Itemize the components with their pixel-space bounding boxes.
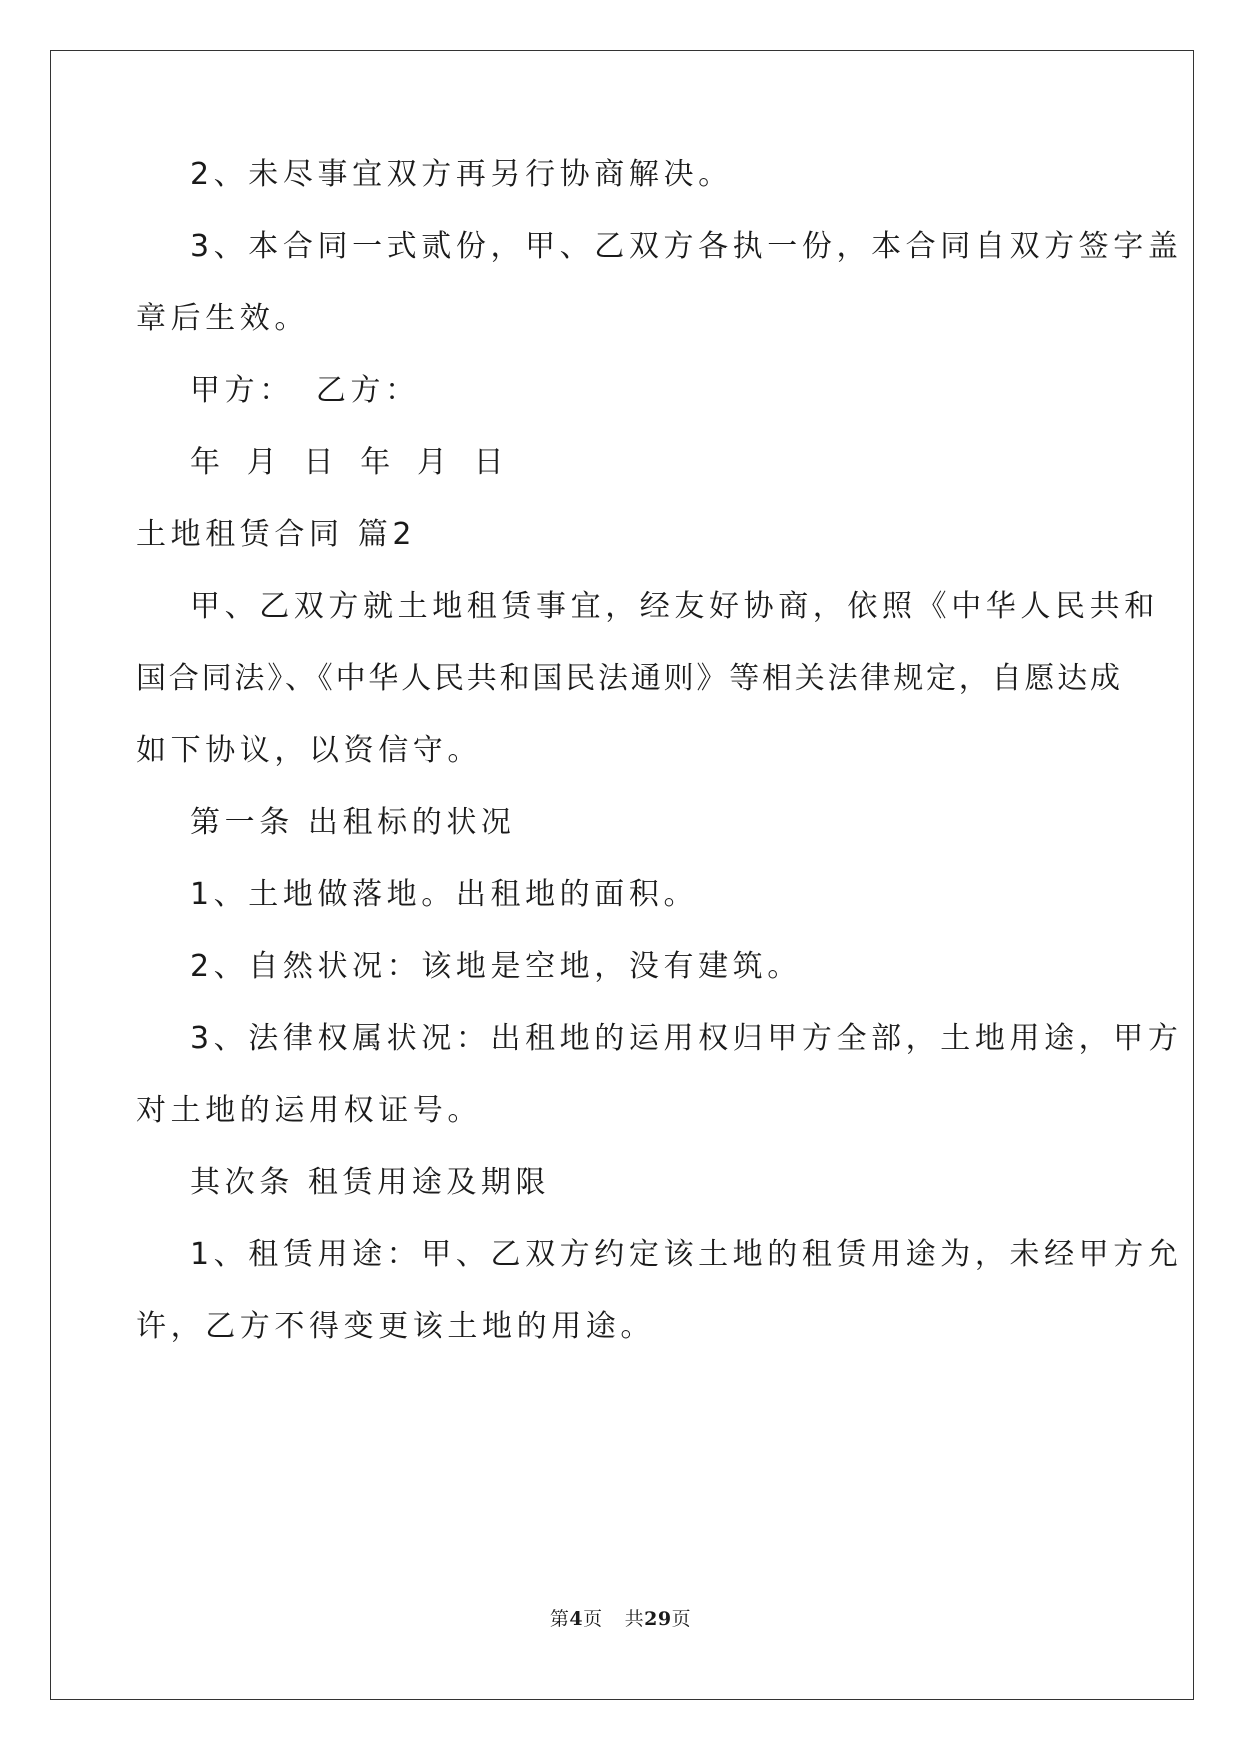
article-heading: 第一条 出租标的状况: [190, 805, 516, 840]
paragraph-line: 国合同法》、《中华人民共和国民法通则》等相关法律规定，自愿达成: [136, 661, 1123, 696]
page-footer: [0, 1604, 1241, 1631]
paragraph-line: 2、自然状况：该地是空地，没有建筑。: [190, 949, 802, 984]
paragraph-line: 1、租赁用途：甲、乙双方约定该土地的租赁用途为，未经甲方允: [190, 1237, 1183, 1272]
paragraph-line: 章后生效。: [136, 301, 309, 336]
footer-page-unit: 页: [583, 1608, 603, 1630]
footer-total-pages: 29: [644, 1608, 672, 1630]
paragraph-line: 3、法律权属状况：出租地的运用权归甲方全部，土地用途，甲方: [190, 1021, 1183, 1056]
signature-parties-line: 甲方： 乙方：: [190, 373, 420, 408]
paragraph-line: 2、未尽事宜双方再另行协商解决。: [190, 157, 733, 192]
paragraph-line: 1、土地做落地。出租地的面积。: [190, 877, 699, 912]
paragraph-line: 3、本合同一式贰份，甲、乙双方各执一份，本合同自双方签字盖: [190, 229, 1183, 264]
paragraph-line: 对土地的运用权证号。: [136, 1093, 482, 1128]
section-heading: 土地租赁合同 篇2: [136, 517, 417, 552]
footer-total-unit: 页: [671, 1608, 692, 1630]
page-border: [50, 50, 1194, 1700]
footer-prefix: 第: [549, 1608, 570, 1630]
signature-date-line: 年 月 日 年 月 日: [190, 445, 509, 480]
footer-current-page: 4: [569, 1608, 584, 1630]
paragraph-line: 许，乙方不得变更该土地的用途。: [136, 1309, 655, 1344]
footer-total-prefix: 共: [624, 1608, 645, 1630]
paragraph-line: 如下协议，以资信守。: [136, 733, 482, 768]
article-heading: 其次条 租赁用途及期限: [190, 1165, 551, 1200]
paragraph-line: 甲、乙双方就土地租赁事宜，经友好协商，依照《中华人民共和: [190, 589, 1159, 624]
